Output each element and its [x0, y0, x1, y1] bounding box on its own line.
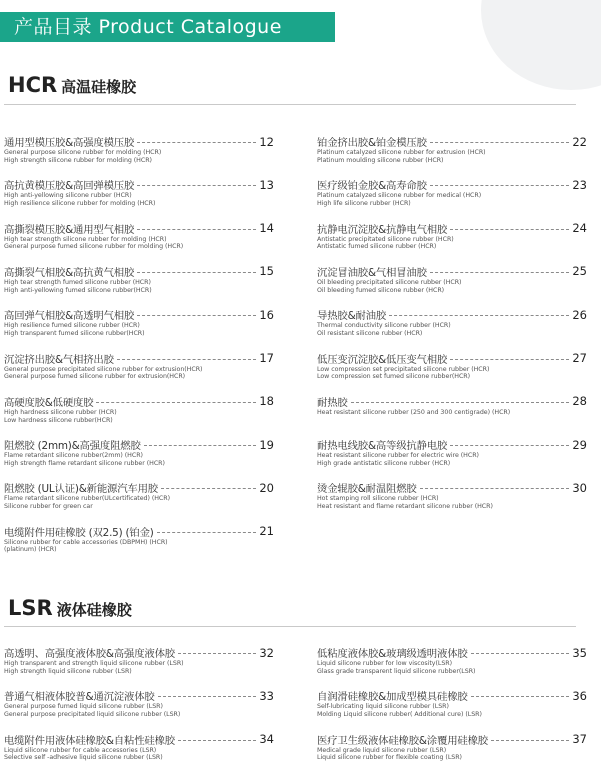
entry-subtitle: Heat resistant and flame retardant silicone rubber (HCR): [317, 503, 493, 511]
entry-subtitle: General purpose precipitated silicone rubber for extrusion(HCR): [4, 365, 203, 373]
decorative-background-arc: [481, 0, 601, 90]
catalogue-entry[interactable]: [4, 437, 274, 468]
page-number: 13: [259, 177, 274, 192]
dotted-leader: [178, 740, 256, 741]
page-number: 26: [572, 307, 587, 322]
catalogue-entry[interactable]: [4, 264, 274, 295]
section-code: LSR: [8, 596, 53, 620]
page-number: 19: [259, 437, 274, 452]
entry-heading-row: [4, 307, 274, 322]
entry-title: 高回弹气相胶&高透明气相胶: [4, 310, 135, 323]
entry-title: 电缆附件用液体硅橡胶&自粘性硅橡胶: [4, 734, 175, 747]
entry-subtitle: Low compression set fumed silicone rubber(HCR): [317, 373, 471, 381]
catalogue-header-band: [0, 12, 335, 42]
catalogue-entry[interactable]: [317, 221, 587, 252]
catalogue-entry[interactable]: [317, 480, 587, 511]
entry-title: 铂金挤出胶&铂金模压胶: [317, 137, 427, 149]
entry-subtitle: (platinum) (HCR): [4, 546, 57, 554]
page-number: 33: [259, 688, 274, 703]
dotted-leader: [430, 185, 570, 186]
catalogue-entry[interactable]: [4, 307, 274, 338]
page-number: 34: [259, 732, 274, 747]
catalogue-entry[interactable]: [4, 524, 274, 555]
entry-title: 沉淀冒油胶&气相冒油胶: [317, 266, 427, 279]
dotted-leader: [389, 315, 569, 316]
section-divider-hcr: [4, 104, 576, 105]
page-number: 20: [259, 480, 274, 495]
dotted-leader: [144, 445, 257, 446]
entry-heading-row: [317, 307, 587, 322]
entry-title: 高抗黄模压胶&高回弹模压胶: [4, 180, 135, 193]
entry-subtitle: High tear strength fumed silicone rubber (HCR): [4, 278, 151, 286]
entry-title: 高硬度胶&低硬度胶: [4, 396, 94, 409]
entry-subtitle: Low hardness silicone rubber(HCR): [4, 416, 113, 424]
entry-subtitle: Oil bleeding precipitated silicone rubber (HCR): [317, 278, 462, 286]
entry-subtitle: High resilience silicone rubber for molding (HCR): [4, 200, 156, 208]
page-number: 25: [572, 264, 587, 279]
entry-subtitle: High hardness silicone rubber (HCR): [4, 408, 117, 416]
page-title: 产品目录 Product Catalogue: [14, 16, 282, 38]
page-number: 24: [572, 221, 587, 236]
entry-subtitle: Flame retardant silicone rubber(ULcertificated) (HCR): [4, 495, 171, 503]
section-title-hcr: [8, 73, 136, 97]
page-number: 22: [572, 134, 587, 149]
dotted-leader: [137, 315, 256, 316]
entry-heading-row: [4, 480, 274, 495]
entry-subtitle: High resilience fumed silicone rubber (HCR): [4, 322, 140, 330]
entry-heading-row: [4, 221, 274, 236]
section-title-lsr: [8, 596, 132, 620]
section-code: HCR: [8, 73, 58, 97]
entry-heading-row: [317, 221, 587, 236]
page-number: 12: [259, 134, 274, 149]
entry-heading-row: [4, 524, 274, 539]
entry-subtitle: Platinum moulding silicone rubber (HCR): [317, 156, 444, 164]
dotted-leader: [491, 740, 569, 741]
entry-subtitle: Low compression set precipitated silicone rubber (HCR): [317, 365, 490, 373]
entry-heading-row: [317, 177, 587, 192]
lsr-right-column: [317, 645, 587, 775]
entry-subtitle: General purpose fumed silicone rubber for extrusion(HCR): [4, 373, 186, 381]
entry-heading-row: [317, 394, 587, 409]
catalogue-entry[interactable]: [317, 134, 587, 165]
entry-subtitle: Thermal conductivity silicone rubber (HCR): [317, 322, 451, 330]
page-number: 23: [572, 177, 587, 192]
dotted-leader: [117, 359, 257, 360]
entry-subtitle: Platinum catalyzed silicone rubber for extrusion (HCR): [317, 149, 486, 156]
entry-subtitle: Molding Liquid silicone rubber( Additional cure) (LSR): [317, 711, 482, 719]
page-number: 15: [259, 264, 274, 279]
dotted-leader: [158, 696, 257, 697]
dotted-leader: [137, 185, 256, 186]
catalogue-entry[interactable]: [4, 480, 274, 511]
catalogue-entry[interactable]: [317, 264, 587, 295]
dotted-leader: [137, 142, 256, 143]
dotted-leader: [178, 653, 256, 654]
entry-subtitle: High transparent and strength liquid silicone rubber (LSR): [4, 660, 184, 667]
entry-title: 沉淀挤出胶&气相挤出胶: [4, 353, 114, 366]
entry-subtitle: High transparent fumed silicone rubber(HCR): [4, 329, 145, 337]
entry-subtitle: Platinum catalyzed silicone rubber for medical (HCR): [317, 192, 482, 200]
entry-heading-row: [317, 645, 587, 660]
entry-subtitle: High strength silicone rubber for molding (HCR): [4, 156, 152, 164]
page-number: 16: [259, 307, 274, 322]
entry-heading-row: [4, 688, 274, 703]
section-name: 液体硅橡胶: [56, 601, 132, 619]
entry-title: 医疗级铂金胶&高寿命胶: [317, 180, 427, 193]
hcr-left-column: [4, 134, 274, 554]
hcr-right-column: [317, 134, 587, 554]
dotted-leader: [430, 142, 570, 143]
entry-heading-row: [317, 688, 587, 703]
page-number: 17: [259, 351, 274, 365]
entry-subtitle: Heat resistant silicone rubber (250 and 300 centigrade) (HCR): [317, 408, 511, 416]
dotted-leader: [351, 402, 570, 403]
entry-subtitle: Antistatic precipitated silicone rubber (HCR): [317, 235, 454, 243]
page-number: 30: [572, 480, 587, 495]
entry-subtitle: Medical grade liquid silicone rubber (LSR): [317, 746, 447, 754]
catalogue-entry[interactable]: [4, 732, 274, 763]
entry-subtitle: High anti-yellowing fumed silicone rubber(HCR): [4, 286, 152, 294]
entry-title: 阻燃胶 (2mm)&高强度阻燃胶: [4, 440, 141, 453]
catalogue-entry[interactable]: [317, 645, 587, 676]
dotted-leader: [471, 653, 570, 654]
catalogue-entry[interactable]: [317, 437, 587, 468]
dotted-leader: [137, 272, 256, 273]
page-number: 28: [572, 394, 587, 409]
catalogue-entry[interactable]: [4, 351, 274, 382]
dotted-leader: [450, 445, 569, 446]
entry-subtitle: General purpose silicone rubber for molding (HCR): [4, 149, 162, 156]
catalogue-entry[interactable]: [317, 394, 587, 417]
entry-title: 高撕裂模压胶&通用型气相胶: [4, 223, 135, 236]
entry-subtitle: Glass grade transparent liquid silicone rubber(LSR): [317, 667, 476, 675]
catalogue-entry[interactable]: [317, 351, 587, 382]
entry-subtitle: Liquid silicone rubber for low viscosity(LSR): [317, 660, 452, 667]
entry-heading-row: [4, 645, 274, 660]
entry-subtitle: Liquid silicone rubber for cable accessories (LSR): [4, 746, 157, 754]
catalogue-entry[interactable]: [4, 645, 274, 676]
entry-heading-row: [4, 732, 274, 747]
entry-title: 医疗卫生级液体硅橡胶&涂覆用硅橡胶: [317, 734, 488, 747]
page-number: 35: [572, 645, 587, 660]
catalogue-entry[interactable]: [4, 177, 274, 208]
entry-title: 自润滑硅橡胶&加成型模具硅橡胶: [317, 691, 468, 704]
entry-subtitle: High strength liquid silicone rubber (LSR): [4, 667, 132, 675]
entry-subtitle: Flame retardant silicone rubber(2mm) (HCR): [4, 452, 143, 460]
entry-title: 低粘度液体胶&玻璃级透明液体胶: [317, 648, 468, 660]
entry-subtitle: Liquid silicone rubber for flexible coating (LSR): [317, 754, 462, 762]
entry-title: 导热胶&耐油胶: [317, 310, 387, 323]
entry-title: 电缆附件用硅橡胶 (双2.5) (铂金): [4, 526, 154, 539]
entry-subtitle: General purpose fumed silicone rubber for molding (HCR): [4, 243, 184, 251]
dotted-leader: [450, 229, 569, 230]
page-number: 36: [572, 688, 587, 703]
dotted-leader: [450, 359, 569, 360]
dotted-leader: [96, 402, 256, 403]
entry-heading-row: [317, 351, 587, 366]
entry-title: 阻燃胶 (UL认证)&新能源汽车用胶: [4, 483, 158, 496]
page-number: 29: [572, 437, 587, 452]
entry-subtitle: General purpose precipitated liquid silicone rubber (LSR): [4, 711, 181, 719]
entry-title: 普通气相液体胶普&通沉淀液体胶: [4, 691, 155, 704]
lsr-left-column: [4, 645, 274, 775]
catalogue-entry[interactable]: [317, 177, 587, 208]
dotted-leader: [420, 488, 570, 489]
entry-title: 耐热电线胶&高等级抗静电胶: [317, 440, 448, 453]
entry-title: 低压变沉淀胶&低压变气相胶: [317, 353, 448, 366]
entry-title: 高撕裂气相胶&高抗黄气相胶: [4, 266, 135, 279]
catalogue-entry[interactable]: [4, 134, 274, 165]
entry-title: 耐热胶: [317, 396, 348, 409]
entry-heading-row: [317, 134, 587, 149]
entry-subtitle: High tear strength silicone rubber for molding (HCR): [4, 235, 167, 243]
entry-title: 通用型模压胶&高强度模压胶: [4, 137, 135, 149]
entry-subtitle: Silicone rubber for cable accessories (DBPMH) (HCR): [4, 538, 168, 546]
dotted-leader: [430, 272, 570, 273]
section-name: 高温硅橡胶: [61, 78, 137, 96]
entry-subtitle: Silicone rubber for green car: [4, 503, 93, 511]
catalogue-entry[interactable]: [4, 394, 274, 425]
entry-heading-row: [317, 264, 587, 279]
section-divider-lsr: [4, 626, 576, 627]
dotted-leader: [137, 229, 256, 230]
entry-subtitle: High grade antistatic silicone rubber (HCR): [317, 459, 451, 467]
entry-subtitle: Heat resistant silicone rubber for electric wire (HCR): [317, 452, 479, 460]
entry-subtitle: Antistatic fumed silicone rubber (HCR): [317, 243, 437, 251]
entry-subtitle: Oil resistant silicone rubber (HCR): [317, 329, 423, 337]
dotted-leader: [471, 696, 570, 697]
catalogue-entry[interactable]: [317, 307, 587, 338]
catalogue-entry[interactable]: [317, 688, 587, 719]
page-number: 37: [572, 732, 587, 747]
entry-heading-row: [4, 264, 274, 279]
entry-title: 抗静电沉淀胶&抗静电气相胶: [317, 223, 448, 236]
entry-subtitle: General purpose fumed liquid silicone rubber (LSR): [4, 703, 163, 711]
entry-subtitle: Selective self -adhesive liquid silicone rubber (LSR): [4, 754, 163, 762]
entry-heading-row: [4, 134, 274, 149]
entry-title: 烫金辊胶&耐温阻燃胶: [317, 483, 417, 496]
entry-heading-row: [317, 437, 587, 452]
entry-heading-row: [4, 351, 274, 366]
page-number: 27: [572, 351, 587, 365]
entry-heading-row: [4, 177, 274, 192]
entry-subtitle: High life silicone rubber (HCR): [317, 200, 411, 208]
page-number: 32: [259, 645, 274, 660]
entry-heading-row: [4, 394, 274, 409]
entry-subtitle: Oil bleeding fumed silicone rubber (HCR): [317, 286, 445, 294]
catalogue-entry[interactable]: [4, 221, 274, 252]
entry-heading-row: [317, 480, 587, 495]
entry-subtitle: Self-lubricating liquid silicone rubber (LSR): [317, 703, 449, 711]
entry-heading-row: [4, 437, 274, 452]
catalogue-entry[interactable]: [4, 688, 274, 719]
catalogue-entry[interactable]: [317, 732, 587, 763]
dotted-leader: [161, 488, 256, 489]
page-number: 21: [259, 524, 274, 539]
entry-subtitle: High strength flame retardant silicone rubber (HCR): [4, 459, 165, 467]
page-number: 14: [259, 221, 274, 236]
entry-heading-row: [317, 732, 587, 747]
dotted-leader: [157, 532, 257, 533]
page-number: 18: [259, 394, 274, 409]
entry-title: 高透明、高强度液体胶&高强度液体胶: [4, 648, 175, 660]
entry-subtitle: Hot stamping roll silicone rubber (HCR): [317, 495, 439, 503]
entry-subtitle: High anti-yellowing silicone rubber (HCR): [4, 192, 132, 200]
